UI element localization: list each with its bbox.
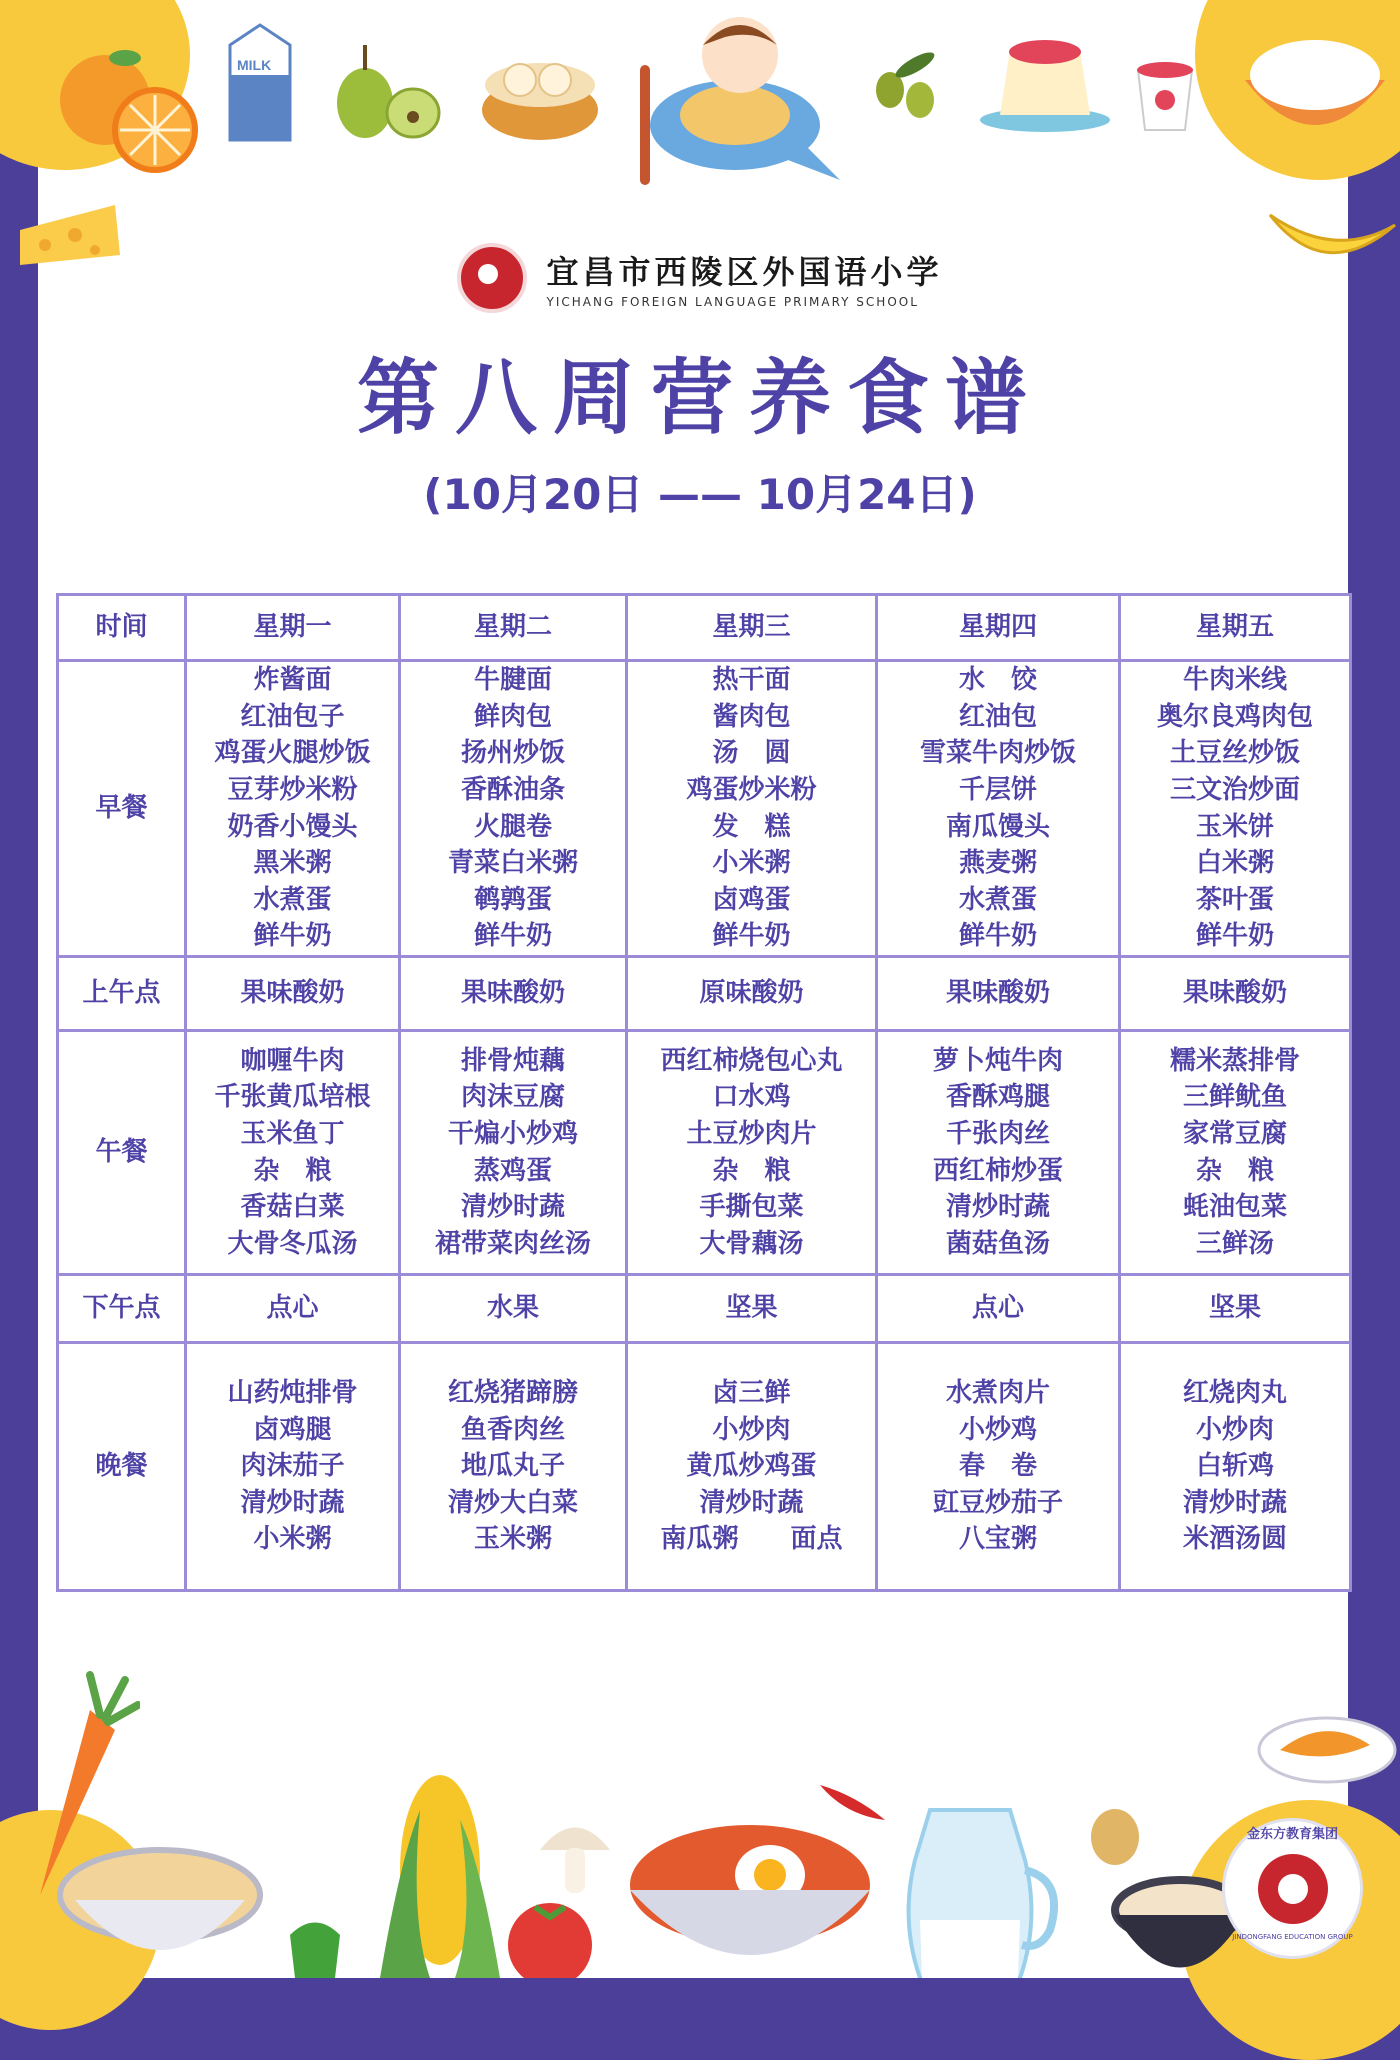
school-name-cn: 宜昌市西陵区外国语小学 <box>546 253 943 291</box>
menu-item: 南瓜粥 面点 <box>660 1524 843 1555</box>
pudding-illustration <box>975 30 1115 135</box>
menu-item: 扬州炒饭 <box>460 738 565 769</box>
menu-item: 火腿卷 <box>473 811 552 842</box>
date-range: (10月20日 —— 10月24日) <box>423 470 977 519</box>
row-label-afternoon-snack: 下午点 <box>58 1275 186 1343</box>
menu-item: 燕麦粥 <box>958 848 1037 879</box>
orange-illustration <box>40 30 210 180</box>
header-cell-thursday: 星期四 <box>877 595 1120 661</box>
menu-cell-dinner-tuesday <box>400 1343 627 1591</box>
menu-item: 玉米鱼丁 <box>240 1118 345 1149</box>
menu-cell-morning-snack-wednesday <box>627 957 877 1031</box>
menu-item: 口水鸡 <box>712 1082 791 1113</box>
menu-item: 热干面 <box>712 665 791 696</box>
menu-item: 坚果 <box>1208 1293 1261 1324</box>
menu-item: 红烧猪蹄膀 <box>447 1378 578 1409</box>
table-row-breakfast <box>58 661 1351 957</box>
menu-item: 鱼香肉丝 <box>460 1414 565 1445</box>
menu-item: 排骨炖藕 <box>460 1045 565 1076</box>
menu-item: 水 饺 <box>958 665 1037 696</box>
menu-cell-afternoon-snack-friday <box>1120 1275 1351 1343</box>
menu-item: 香酥鸡腿 <box>945 1082 1050 1113</box>
header-cell-monday: 星期一 <box>186 595 400 661</box>
school-logo <box>457 243 527 313</box>
menu-item: 果味酸奶 <box>945 978 1050 1009</box>
menu-item: 坚果 <box>725 1293 778 1324</box>
milk-carton-label: MILK <box>237 57 272 73</box>
menu-item: 土豆丝炒饭 <box>1169 738 1300 769</box>
menu-item: 鸡蛋火腿炒饭 <box>214 738 371 769</box>
menu-item: 豇豆炒茄子 <box>932 1487 1063 1518</box>
menu-item: 红油包 <box>958 701 1037 732</box>
menu-item: 牛腱面 <box>473 665 552 696</box>
menu-item: 春 卷 <box>958 1451 1037 1482</box>
menu-cell-breakfast-friday <box>1120 661 1351 957</box>
menu-item: 白斩鸡 <box>1195 1451 1274 1482</box>
header-cell-tuesday: 星期二 <box>400 595 627 661</box>
menu-cell-morning-snack-thursday <box>877 957 1120 1031</box>
yogurt-cup-illustration <box>1130 55 1200 135</box>
menu-item: 水煮蛋 <box>253 884 332 915</box>
menu-item: 土豆炒肉片 <box>686 1118 817 1149</box>
olives-illustration <box>860 35 960 125</box>
menu-item: 西红柿炒蛋 <box>932 1155 1063 1186</box>
potato-illustration <box>1085 1805 1145 1870</box>
menu-cell-dinner-friday <box>1120 1343 1351 1591</box>
ramen-bowl-illustration <box>620 1810 880 1978</box>
corn-illustration <box>360 1770 510 1978</box>
menu-item: 鲜牛奶 <box>1195 921 1274 952</box>
menu-item: 山药炖排骨 <box>227 1378 358 1409</box>
menu-item: 奥尔良鸡肉包 <box>1156 701 1313 732</box>
noodle-bowl-illustration <box>55 1840 265 1978</box>
menu-item: 米酒汤圆 <box>1182 1524 1287 1555</box>
dumpling-plate-illustration <box>1255 1705 1400 1790</box>
menu-item: 清炒时蔬 <box>1182 1487 1287 1518</box>
rice-bowl-illustration <box>1240 20 1390 160</box>
menu-cell-morning-snack-tuesday <box>400 957 627 1031</box>
menu-item: 果味酸奶 <box>240 978 345 1009</box>
menu-item: 手撕包菜 <box>699 1192 804 1223</box>
menu-item: 玉米粥 <box>473 1524 552 1555</box>
menu-cell-afternoon-snack-tuesday <box>400 1275 627 1343</box>
group-logo-name-en: JINDONGFANG EDUCATION GROUP <box>1232 1933 1353 1941</box>
menu-item: 千层饼 <box>958 774 1037 805</box>
row-label-dinner: 晚餐 <box>58 1343 186 1591</box>
menu-table <box>56 593 1352 1592</box>
school-name-en: YICHANG FOREIGN LANGUAGE PRIMARY SCHOOL <box>546 295 919 309</box>
menu-item: 红油包子 <box>240 701 345 732</box>
menu-cell-lunch-tuesday <box>400 1031 627 1275</box>
menu-cell-dinner-monday <box>186 1343 400 1591</box>
menu-item: 小炒鸡 <box>958 1414 1037 1445</box>
menu-item: 牛肉米线 <box>1182 665 1287 696</box>
row-label-breakfast: 早餐 <box>58 661 186 957</box>
menu-item: 白米粥 <box>1195 848 1274 879</box>
table-row-dinner <box>58 1343 1351 1591</box>
menu-cell-afternoon-snack-monday <box>186 1275 400 1343</box>
table-row-morning-snack <box>58 957 1351 1031</box>
milk-carton-illustration <box>215 20 305 145</box>
menu-item: 香酥油条 <box>460 774 565 805</box>
mushroom-illustration <box>535 1810 615 1900</box>
menu-item: 杂 粮 <box>253 1155 332 1186</box>
table-row-lunch <box>58 1031 1351 1275</box>
menu-item: 鲜牛奶 <box>473 921 552 952</box>
menu-cell-afternoon-snack-wednesday <box>627 1275 877 1343</box>
menu-item: 黑米粥 <box>253 848 332 879</box>
row-label-lunch: 午餐 <box>58 1031 186 1275</box>
menu-item: 三文治炒面 <box>1169 774 1300 805</box>
menu-cell-morning-snack-monday <box>186 957 400 1031</box>
menu-cell-breakfast-wednesday <box>627 661 877 957</box>
menu-item: 酱肉包 <box>712 701 791 732</box>
menu-item: 小米粥 <box>712 848 791 879</box>
menu-item: 清炒时蔬 <box>945 1192 1050 1223</box>
menu-item: 三鲜汤 <box>1195 1228 1274 1259</box>
menu-item: 清炒时蔬 <box>699 1487 804 1518</box>
menu-cell-lunch-thursday <box>877 1031 1120 1275</box>
menu-item: 红烧肉丸 <box>1182 1378 1287 1409</box>
menu-item: 小炒肉 <box>1195 1414 1274 1445</box>
milk-jug-illustration <box>900 1800 1070 1978</box>
tomato-illustration <box>500 1895 600 1978</box>
menu-item: 八宝粥 <box>958 1524 1037 1555</box>
header-cell-friday: 星期五 <box>1120 595 1351 661</box>
page-title: 第八周营养食谱 <box>356 351 1043 446</box>
table-row-afternoon-snack <box>58 1275 1351 1343</box>
menu-item: 果味酸奶 <box>1182 978 1287 1009</box>
menu-item: 蒸鸡蛋 <box>473 1155 552 1186</box>
menu-item: 鲜牛奶 <box>712 921 791 952</box>
menu-item: 三鲜鱿鱼 <box>1182 1082 1287 1113</box>
menu-cell-afternoon-snack-thursday <box>877 1275 1120 1343</box>
menu-item: 杂 粮 <box>712 1155 791 1186</box>
menu-item: 鸡蛋炒米粉 <box>686 774 817 805</box>
menu-item: 卤鸡腿 <box>253 1414 332 1445</box>
menu-cell-dinner-wednesday <box>627 1343 877 1591</box>
menu-item: 茶叶蛋 <box>1195 884 1274 915</box>
menu-item: 点心 <box>266 1293 319 1324</box>
menu-item: 清炒大白菜 <box>447 1487 578 1518</box>
steamer-dumplings-illustration <box>475 25 605 145</box>
menu-item: 发 糕 <box>712 811 791 842</box>
menu-item: 菌菇鱼汤 <box>945 1228 1050 1259</box>
menu-item: 果味酸奶 <box>460 978 565 1009</box>
menu-item: 豆芽炒米粉 <box>227 774 358 805</box>
menu-item: 水煮蛋 <box>958 884 1037 915</box>
menu-item: 肉沫茄子 <box>240 1451 345 1482</box>
menu-item: 西红柿烧包心丸 <box>660 1045 843 1076</box>
menu-item: 水果 <box>486 1293 539 1324</box>
menu-cell-lunch-monday <box>186 1031 400 1275</box>
menu-item: 卤三鲜 <box>712 1378 791 1409</box>
menu-item: 奶香小馒头 <box>227 811 358 842</box>
menu-item: 大骨藕汤 <box>699 1228 804 1259</box>
menu-item: 鹌鹑蛋 <box>473 884 552 915</box>
chili-illustration <box>815 1775 890 1825</box>
menu-item: 蚝油包菜 <box>1182 1192 1287 1223</box>
group-logo-name-cn: 金东方教育集团 <box>1246 1827 1338 1842</box>
menu-cell-breakfast-monday <box>186 661 400 957</box>
table-header-row <box>58 595 1351 661</box>
header-cell-wednesday: 星期三 <box>627 595 877 661</box>
menu-item: 千张黄瓜培根 <box>214 1082 371 1113</box>
menu-item: 雪菜牛肉炒饭 <box>919 738 1076 769</box>
menu-item: 点心 <box>971 1293 1024 1324</box>
boy-airplane-illustration <box>615 5 850 205</box>
menu-item: 鲜牛奶 <box>958 921 1037 952</box>
pear-illustration <box>325 25 455 145</box>
menu-item: 炸酱面 <box>253 665 332 696</box>
menu-item: 咖喱牛肉 <box>240 1045 345 1076</box>
menu-item: 肉沫豆腐 <box>460 1082 565 1113</box>
menu-item: 卤鸡蛋 <box>712 884 791 915</box>
menu-item: 水煮肉片 <box>945 1378 1050 1409</box>
menu-cell-dinner-thursday <box>877 1343 1120 1591</box>
menu-item: 小米粥 <box>253 1524 332 1555</box>
row-label-morning-snack: 上午点 <box>58 957 186 1031</box>
menu-item: 鲜肉包 <box>473 701 552 732</box>
menu-cell-morning-snack-friday <box>1120 957 1351 1031</box>
menu-item: 地瓜丸子 <box>460 1451 565 1482</box>
menu-cell-lunch-wednesday <box>627 1031 877 1275</box>
menu-item: 青菜白米粥 <box>447 848 578 879</box>
menu-item: 香菇白菜 <box>240 1192 345 1223</box>
menu-item: 小炒肉 <box>712 1414 791 1445</box>
menu-item: 鲜牛奶 <box>253 921 332 952</box>
menu-item: 原味酸奶 <box>699 978 804 1009</box>
menu-item: 裙带菜肉丝汤 <box>434 1228 591 1259</box>
menu-item: 萝卜炖牛肉 <box>932 1045 1063 1076</box>
menu-cell-breakfast-tuesday <box>400 661 627 957</box>
menu-item: 黄瓜炒鸡蛋 <box>686 1451 817 1482</box>
menu-item: 干煸小炒鸡 <box>447 1118 578 1149</box>
menu-item: 糯米蒸排骨 <box>1169 1045 1300 1076</box>
pepper-illustration <box>280 1905 350 1978</box>
menu-item: 杂 粮 <box>1195 1155 1274 1186</box>
menu-item: 汤 圆 <box>712 738 791 769</box>
header-cell-time: 时间 <box>58 595 186 661</box>
menu-item: 家常豆腐 <box>1182 1118 1287 1149</box>
menu-item: 清炒时蔬 <box>460 1192 565 1223</box>
menu-cell-breakfast-thursday <box>877 661 1120 957</box>
menu-item: 玉米饼 <box>1195 811 1274 842</box>
school-header <box>0 243 1400 313</box>
menu-item: 千张肉丝 <box>945 1118 1050 1149</box>
menu-cell-lunch-friday <box>1120 1031 1351 1275</box>
menu-item: 南瓜馒头 <box>945 811 1050 842</box>
menu-item: 清炒时蔬 <box>240 1487 345 1518</box>
menu-item: 大骨冬瓜汤 <box>227 1228 358 1259</box>
group-logo <box>1222 1818 1363 1959</box>
